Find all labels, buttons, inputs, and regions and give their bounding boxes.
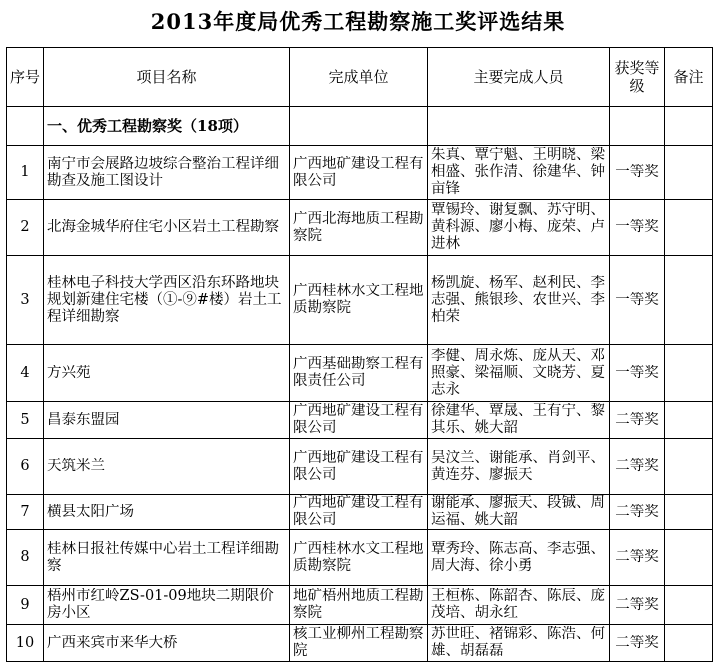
row-number-text: 3 — [20, 291, 30, 308]
row-number — [7, 345, 44, 402]
table-row — [7, 439, 713, 495]
remark — [665, 402, 713, 439]
completing-unit-text: 广西桂林水文工程地质勘察院 — [293, 283, 424, 316]
completing-unit-text: 广西北海地质工程勘察院 — [293, 210, 424, 244]
main-personnel — [428, 495, 610, 530]
award-grade — [610, 625, 665, 662]
completing-unit-text: 广西地矿建设工程有限公司 — [293, 449, 424, 483]
header-note: 备注 — [665, 48, 713, 107]
award-grade-text: 一等奖 — [615, 219, 659, 235]
table-row — [7, 495, 713, 530]
completing-unit — [290, 256, 428, 345]
remark — [665, 530, 713, 586]
main-personnel-text: 李健、周永炼、庞从天、邓照豪、梁福顺、文晓芳、夏志永 — [431, 347, 605, 398]
row-number — [7, 439, 44, 495]
project-name-text: 广西来宾市来华大桥 — [47, 634, 178, 651]
main-personnel-text: 王桓栋、陈韶杏、陈辰、庞茂培、胡永红 — [431, 588, 605, 621]
main-personnel-text: 徐建华、覃晟、王有宁、黎其乐、姚大韶 — [431, 403, 605, 436]
completing-unit-text: 广西基础勘察工程有限责任公司 — [293, 356, 424, 389]
main-personnel-text: 朱真、覃宁魁、王明晓、梁相盛、张作清、徐建华、钟亩锋 — [431, 147, 605, 197]
award-grade — [610, 402, 665, 439]
main-personnel-text: 杨凯旋、杨军、赵利民、李志强、熊银珍、农世兴、李柏荣 — [431, 274, 605, 325]
row-number-text: 5 — [20, 411, 30, 428]
table-row — [7, 402, 713, 439]
main-personnel — [428, 345, 610, 402]
table-row — [7, 625, 713, 662]
award-grade-text: 二等奖 — [615, 458, 659, 474]
project-name-text: 昌泰东盟园 — [47, 411, 120, 428]
main-personnel — [428, 146, 610, 200]
project-name — [44, 402, 290, 439]
row-number — [7, 495, 44, 530]
main-personnel — [428, 625, 610, 662]
header-grade: 获奖等级 — [610, 48, 665, 107]
remark — [665, 439, 713, 495]
award-grade-text: 二等奖 — [615, 411, 659, 428]
main-personnel — [428, 256, 610, 345]
award-grade-text: 一等奖 — [615, 364, 659, 381]
award-grade — [610, 345, 665, 402]
project-name — [44, 439, 290, 495]
project-name-text: 梧州市红岭ZS-01-09地块二期限价房小区 — [47, 588, 274, 621]
row-number-text: 6 — [20, 458, 30, 474]
awards-table — [6, 47, 713, 662]
header-people: 主要完成人员 — [428, 48, 610, 107]
row-number — [7, 625, 44, 662]
project-name-text: 北海金城华府住宅小区岩土工程勘察 — [47, 219, 279, 235]
row-number-text: 10 — [15, 634, 35, 651]
award-grade-text: 二等奖 — [615, 503, 659, 520]
row-number — [7, 146, 44, 200]
award-grade — [610, 146, 665, 200]
row-number-text: 2 — [20, 219, 30, 235]
award-grade — [610, 495, 665, 530]
main-personnel-text: 覃锡玲、谢复飘、苏守明、黄科源、廖小梅、庞荣、卢进林 — [431, 202, 605, 252]
completing-unit — [290, 586, 428, 625]
award-grade-text: 二等奖 — [615, 634, 659, 651]
project-name-text: 桂林电子科技大学西区沿东环路地块规划新建住宅楼（①-⑨#楼）岩土工程详细勘察 — [47, 274, 282, 325]
table-row — [7, 586, 713, 625]
remark — [665, 200, 713, 256]
completing-unit — [290, 146, 428, 200]
main-personnel-text: 苏世旺、褚锦彩、陈浩、何雄、胡磊磊 — [431, 626, 605, 659]
row-number-text: 8 — [20, 549, 30, 565]
completing-unit — [290, 345, 428, 402]
award-grade-text: 一等奖 — [615, 164, 659, 180]
document-title: 2013年度局优秀工程勘察施工奖评选结果 — [150, 9, 566, 34]
header-num: 序号 — [7, 48, 44, 107]
award-grade — [610, 530, 665, 586]
row-number-text: 4 — [20, 364, 30, 381]
award-grade — [610, 439, 665, 495]
row-number-text: 9 — [20, 596, 30, 613]
project-name-text: 横县太阳广场 — [47, 503, 134, 520]
section-label: 一、优秀工程勘察奖（18项） — [47, 117, 248, 135]
completing-unit-text: 地矿梧州地质工程勘察院 — [293, 588, 424, 621]
completing-unit — [290, 402, 428, 439]
table-header-row — [7, 48, 713, 107]
completing-unit-text: 广西地矿建设工程有限公司 — [293, 403, 424, 436]
project-name — [44, 530, 290, 586]
main-personnel — [428, 200, 610, 256]
remark — [665, 625, 713, 662]
award-grade-text: 二等奖 — [615, 549, 659, 565]
project-name-text: 天筑米兰 — [47, 458, 105, 474]
row-number — [7, 402, 44, 439]
section-row — [7, 107, 713, 146]
completing-unit-text: 广西地矿建设工程有限公司 — [293, 495, 424, 528]
remark — [665, 146, 713, 200]
table-row — [7, 345, 713, 402]
project-name-text: 南宁市会展路边坡综合整治工程详细勘查及施工图设计 — [47, 155, 279, 189]
project-name — [44, 495, 290, 530]
award-grade-text: 二等奖 — [615, 596, 659, 613]
table-row — [7, 146, 713, 200]
project-name — [44, 345, 290, 402]
row-number — [7, 530, 44, 586]
remark — [665, 586, 713, 625]
project-name — [44, 625, 290, 662]
row-number — [7, 256, 44, 345]
completing-unit-text: 广西地矿建设工程有限公司 — [293, 155, 424, 189]
project-name — [44, 256, 290, 345]
project-name-text: 桂林日报社传媒中心岩土工程详细勘察 — [47, 540, 279, 574]
completing-unit-text: 核工业柳州工程勘察院 — [293, 626, 424, 659]
remark — [665, 256, 713, 345]
main-personnel — [428, 530, 610, 586]
table-row — [7, 256, 713, 345]
table-row — [7, 530, 713, 586]
row-number — [7, 200, 44, 256]
header-project-name: 项目名称 — [44, 48, 290, 107]
main-personnel — [428, 439, 610, 495]
main-personnel-text: 吴汶兰、谢能承、肖剑平、黄连芬、廖振天 — [431, 449, 605, 483]
project-name — [44, 200, 290, 256]
main-personnel — [428, 402, 610, 439]
table-row — [7, 200, 713, 256]
main-personnel-text: 谢能承、廖振天、段铖、周运福、姚大韶 — [431, 495, 605, 528]
completing-unit — [290, 530, 428, 586]
award-grade — [610, 256, 665, 345]
award-grade — [610, 200, 665, 256]
completing-unit — [290, 625, 428, 662]
main-personnel — [428, 586, 610, 625]
row-number-text: 1 — [20, 164, 30, 180]
row-number-text: 7 — [20, 503, 30, 520]
main-personnel-text: 覃秀玲、陈志高、李志强、周大海、徐小勇 — [431, 540, 605, 574]
completing-unit — [290, 200, 428, 256]
completing-unit — [290, 495, 428, 530]
completing-unit-text: 广西桂林水文工程地质勘察院 — [293, 540, 424, 574]
row-number — [7, 586, 44, 625]
project-name-text: 方兴苑 — [47, 364, 91, 381]
header-unit: 完成单位 — [290, 48, 428, 107]
project-name — [44, 586, 290, 625]
award-grade-text: 一等奖 — [615, 291, 659, 308]
completing-unit — [290, 439, 428, 495]
project-name — [44, 146, 290, 200]
remark — [665, 495, 713, 530]
remark — [665, 345, 713, 402]
award-grade — [610, 586, 665, 625]
